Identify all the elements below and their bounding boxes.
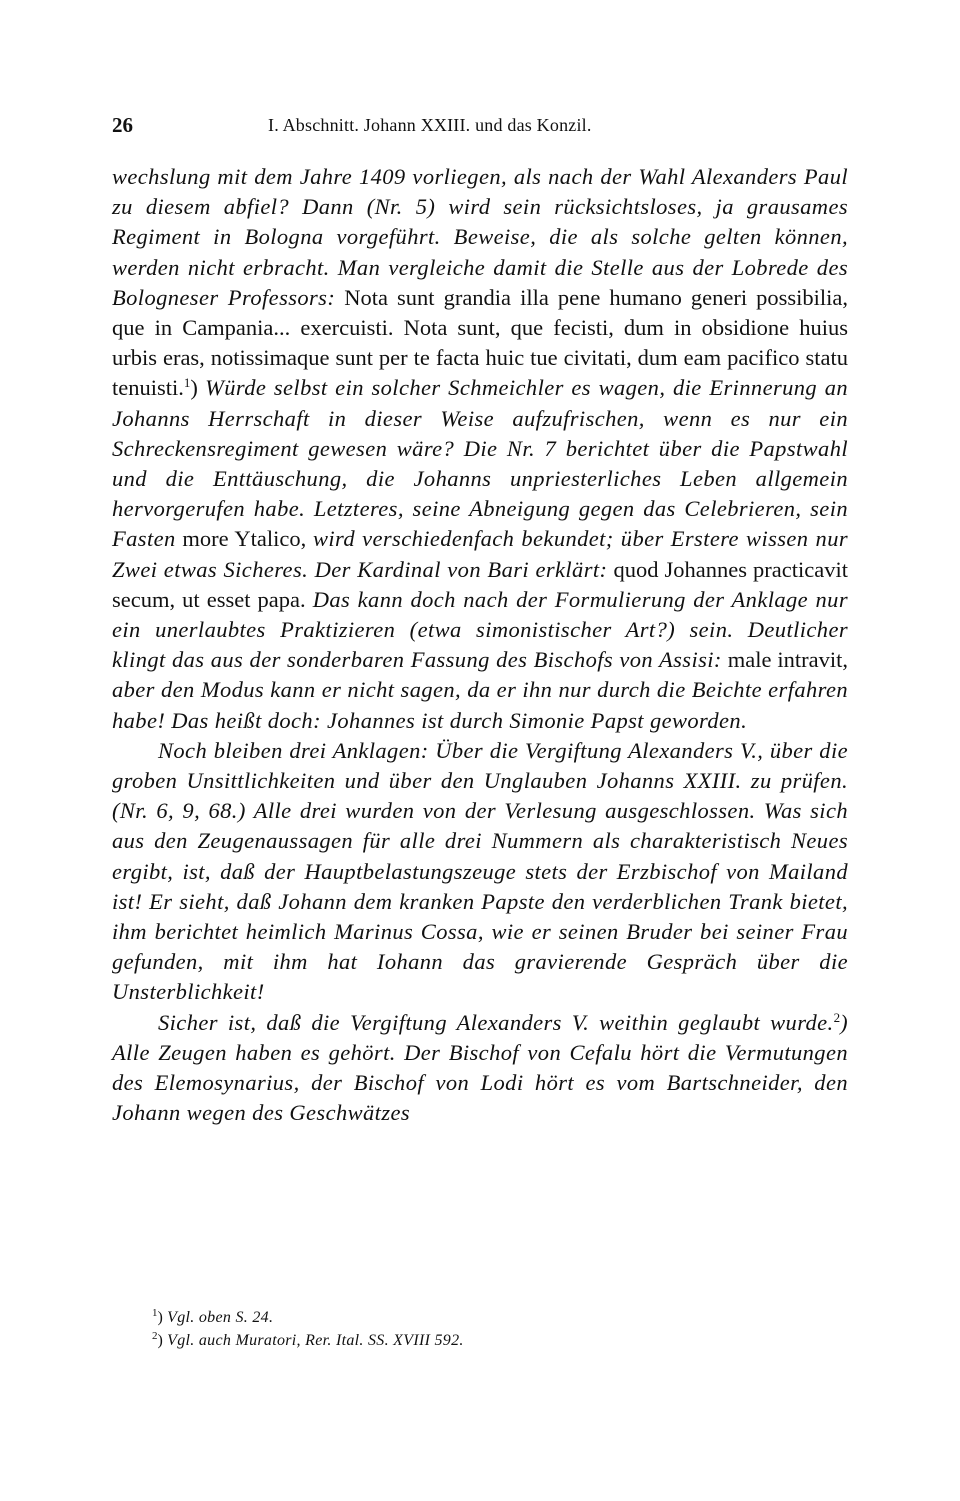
footnote-reference: 2 [833,1009,841,1025]
footnote-reference: 1 [183,375,191,391]
italic-text: wechslung mit dem Jahre 1409 vorliegen, als nach der Wahl Alexanders Paul zu diesem abfiel? Dann (Nr. 5) wird sein rücksichtsloses, ja grausames Regiment in Bologna vorgeführt. Beweise, die als solche gelten können, werden nicht erbracht. Man vergleiche damit die Stelle aus der Lobrede des Bologneser Professors: [112,164,848,310]
latin-quote-text: ) [190,375,206,401]
footnote-number: 2 [152,1330,158,1342]
page-number: 26 [112,113,133,137]
latin-quote-text: male intravit, [721,647,848,673]
paragraph [112,162,848,736]
paragraph [112,736,848,1008]
body-text [112,162,848,1129]
italic-text: wird verschiedenfach bekundet; über Erstere wissen nur Zwei etwas Sicheres. Der Kardinal von Bari erklärt: [112,526,848,582]
latin-quote-text: quod Johannes practicavit secum, ut esset papa. [112,556,848,612]
footnote [152,1306,752,1329]
paragraph [112,1008,848,1129]
latin-quote-text: Nota sunt grandia illa pene humano generi possibilia, que in Campania... exercuisti. Nota sunt, que fecisti, dum in obsidione huius urbis eras, notissimaque sunt per te facta huic tue civitati, dum eam pacifico statu tenuisti. [112,284,848,401]
footnote-marker [152,1332,163,1349]
footnote [152,1329,752,1352]
running-head: I. Abschnitt. Johann XXIII. und das Konzil. [268,115,592,135]
italic-text: Noch bleiben drei Anklagen: Über die Vergiftung Alexanders V., über die groben Unsittlichkeiten und über den Unglauben Johanns XXIII. zu prüfen. (Nr. 6, 9, 68.) Alle drei wurden von der Verlesung ausgeschlossen. Was sich aus den Zeugenaussagen für alle drei Nummern als charakteristisch Neues ergibt, ist, daß der Hauptbelastungszeuge stets der Erzbischof von Mailand ist! Er sieht, daß Johann dem kranken Papste den verderblichen Trank bietet, ihm berichtet heimlich Marinus Cossa, wie er seinen Bruder bei seiner Frau gefunden, mit ihm hat Iohann das gravierende Gespräch über die Unsterblichkeit! [112,737,848,1005]
page-header [112,113,848,143]
italic-text: aber den Modus kann er nicht sagen, da er ihn nur durch die Beichte erfahren habe! Das heißt doch: Johannes ist durch Simonie Papst geworden. [112,677,848,733]
italic-text: Würde selbst ein solcher Schmeichler es wagen, die Erinnerung an Johanns Herrschaft in dieser Weise aufzufrischen, wenn es nur ein Schreckensregiment gewesen wäre? Die Nr. 7 berichtet über die Papstwahl und die Enttäuschung, die Johanns unpriesterliches Leben allgemein hervorgerufen habe. Letzteres, seine Abneigung gegen das Celebrieren, sein Fasten [112,375,848,552]
latin-quote-text: more Ytalico, [175,526,313,552]
footnote-text: Vgl. auch Muratori, Rer. Ital. SS. XVIII 592. [162,1332,464,1349]
footnote-marker [152,1309,163,1326]
italic-text: Das kann doch nach der Formulierung der Anklage nur ein unerlaubtes Praktizieren (etwa simonistischer Art?) sein. Deutlicher klingt das aus der sonderbaren Fassung des Bischofs von Assisi: [112,586,848,673]
italic-text: Sicher ist, daß die Vergiftung Alexanders V. weithin geglaubt wurde. [158,1009,834,1035]
footnote-text: Vgl. oben S. 24. [162,1309,274,1326]
footnotes [152,1306,752,1352]
italic-text: ) Alle Zeugen haben es gehört. Der Bischof von Cefalu hört die Vermutungen des Elemosynarius, der Bischof von Lodi hört es vom Bartschneider, den Johann wegen des Geschwätzes [112,1009,848,1126]
footnote-number: 1 [152,1307,158,1319]
footnote-paren: ) [157,1332,163,1349]
footnote-paren: ) [157,1309,163,1326]
